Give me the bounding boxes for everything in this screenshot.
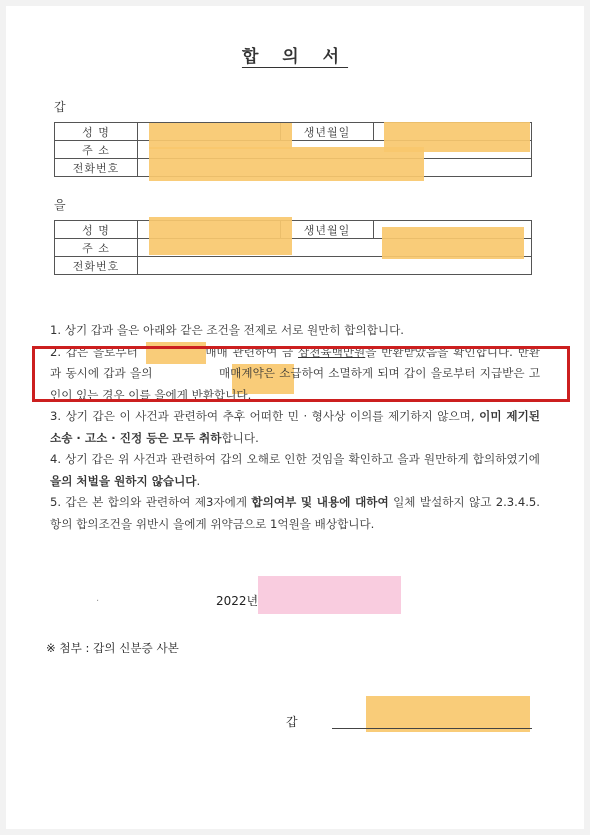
party-b-birth-label: 생년월일 [281, 221, 374, 239]
document-title: 합 의 서 [241, 47, 349, 67]
party-a-address-label: 주 소 [55, 141, 138, 159]
stray-mark: · [96, 596, 100, 607]
term-5: 5. 갑은 본 합의와 관련하여 제3자에게 합의여부 및 내용에 대하여 일체 발설하지 않고 2.3.4.5.항의 합의조건을 위반시 을에게 위약금으로 1억원을 배상합니다. [50, 495, 540, 531]
party-b-name-label: 성 명 [55, 221, 138, 239]
redaction-mark [258, 576, 401, 614]
document-page [6, 6, 584, 829]
party-a-birth-label: 생년월일 [281, 123, 374, 141]
agreement-date: 2022년 [216, 594, 259, 608]
term-4: 4. 상기 갑은 위 사건과 관련하여 갑의 오해로 인한 것임을 확인하고 을과 원만하게 합의하였기에 을의 처벌을 원하지 않습니다. [50, 452, 540, 488]
attachment-note: ※ 첨부 : 갑의 신분증 사본 [46, 641, 179, 655]
party-a-phone-label: 전화번호 [55, 159, 138, 177]
party-a-label: 갑 [54, 100, 66, 114]
term-2-amount: 삼천육백만원 [298, 344, 366, 359]
party-b-phone-value [138, 257, 532, 275]
party-b-label: 을 [54, 198, 66, 212]
redaction-mark [366, 696, 530, 732]
highlight-box [32, 346, 570, 402]
party-a-name-label: 성 명 [55, 123, 138, 141]
term-2: 2. 갑은 을로부터 매매 관련하여 금 삼천육백만원을 반환받았음을 확인합니다. 반환과 동시에 갑과 을의 매매계약은 소급하여 소멸하게 되며 갑이 을로부터 지급받은 고인이 있는 경우 이를 을에게 반환합니다. [50, 344, 541, 402]
redaction-mark [382, 227, 524, 259]
term-3: 3. 상기 갑은 이 사건과 관련하여 추후 어떠한 민 · 형사상 이의를 제기하지 않으며, 이미 제기된 소송 · 고소 · 진정 등은 모두 취하합니다. [50, 409, 541, 445]
redaction-mark [149, 147, 424, 181]
party-b-address-label: 주 소 [55, 239, 138, 257]
signature-label: 갑 [286, 715, 298, 729]
redaction-mark [149, 123, 292, 149]
party-b-phone-label: 전화번호 [55, 257, 138, 275]
signature-line [332, 728, 532, 729]
redaction-mark [149, 217, 292, 255]
term-1: 1. 상기 갑과 을은 아래와 같은 조건을 전제로 서로 원만히 합의합니다. [50, 323, 404, 337]
